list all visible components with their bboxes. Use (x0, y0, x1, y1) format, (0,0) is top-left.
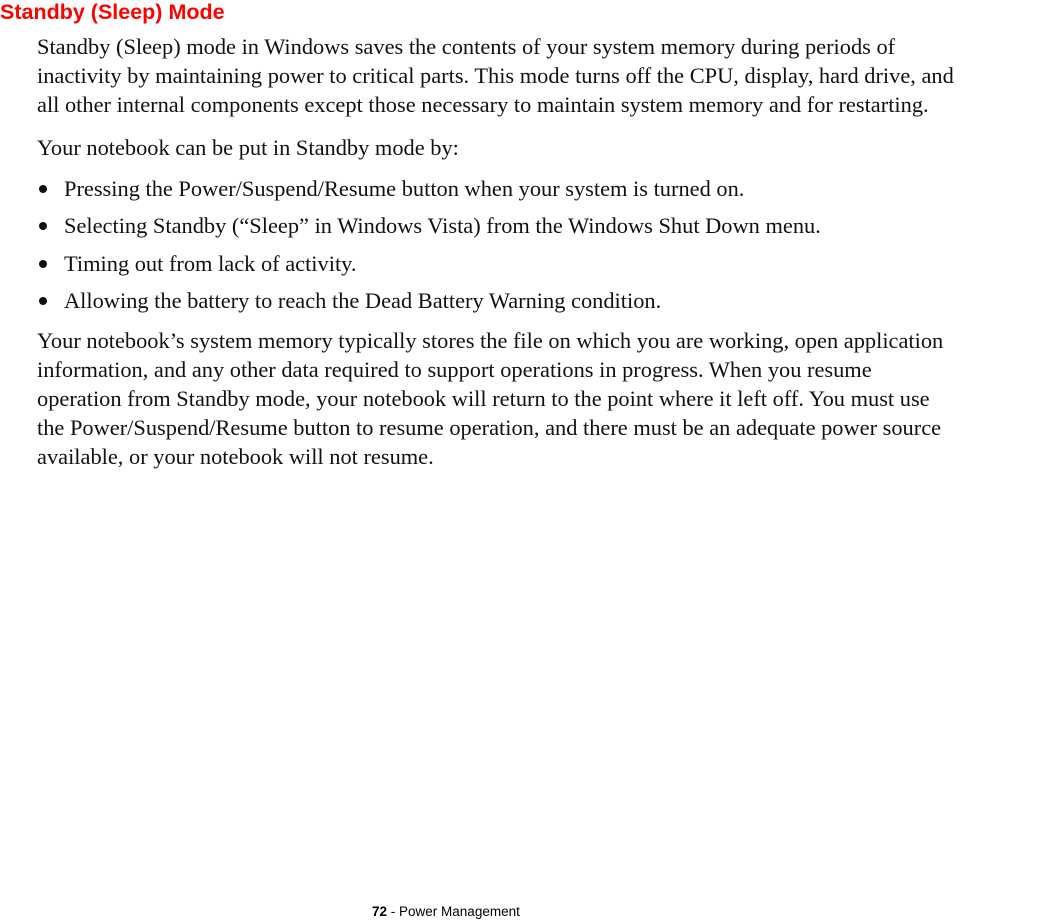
section-heading: Standby (Sleep) Mode (0, 0, 225, 24)
bullet-icon (39, 222, 47, 230)
footer-section-title: Power Management (399, 904, 520, 919)
list-item-text: Pressing the Power/Suspend/Resume button when your system is turned on. (64, 176, 745, 201)
list-item (37, 286, 821, 323)
list-item-text: Selecting Standby (“Sleep” in Windows Vista) from the Windows Shut Down menu. (64, 213, 821, 239)
list-item-text: Allowing the battery to reach the Dead Battery Warning condition. (64, 287, 662, 313)
page-number: 72 (372, 904, 388, 919)
list-item (37, 249, 821, 286)
list-intro-paragraph: Your notebook can be put in Standby mode by: (37, 135, 459, 160)
footer-separator: - (387, 904, 400, 919)
text-line: information, and any other data required to support operations in progress. When you resume (37, 357, 872, 382)
text-line: Standby (Sleep) mode in Windows saves the contents of your system memory during periods of (37, 34, 896, 59)
text-line: available, or your notebook will not resume. (37, 444, 434, 469)
text-line: operation from Standby mode, your notebook will return to the point where it left off. You must use (37, 386, 930, 411)
bullet-icon (39, 297, 47, 305)
list-item-text: Timing out from lack of activity. (64, 250, 357, 276)
page-footer (372, 903, 520, 920)
bullet-icon (39, 185, 47, 193)
intro-paragraph (37, 32, 1039, 119)
standby-methods-list (37, 174, 821, 323)
memory-paragraph (37, 326, 1039, 471)
text-line: Your notebook’s system memory typically stores the file on which you are working, open application (37, 328, 944, 353)
list-item (37, 211, 821, 248)
bullet-icon (39, 260, 47, 268)
text-line: all other internal components except those necessary to maintain system memory and for restarting. (37, 92, 929, 117)
text-line: the Power/Suspend/Resume button to resume operation, and there must be an adequate power source (37, 415, 942, 440)
text-line: inactivity by maintaining power to critical parts. This mode turns off the CPU, display, hard drive, and (37, 63, 954, 88)
list-item (37, 174, 821, 211)
